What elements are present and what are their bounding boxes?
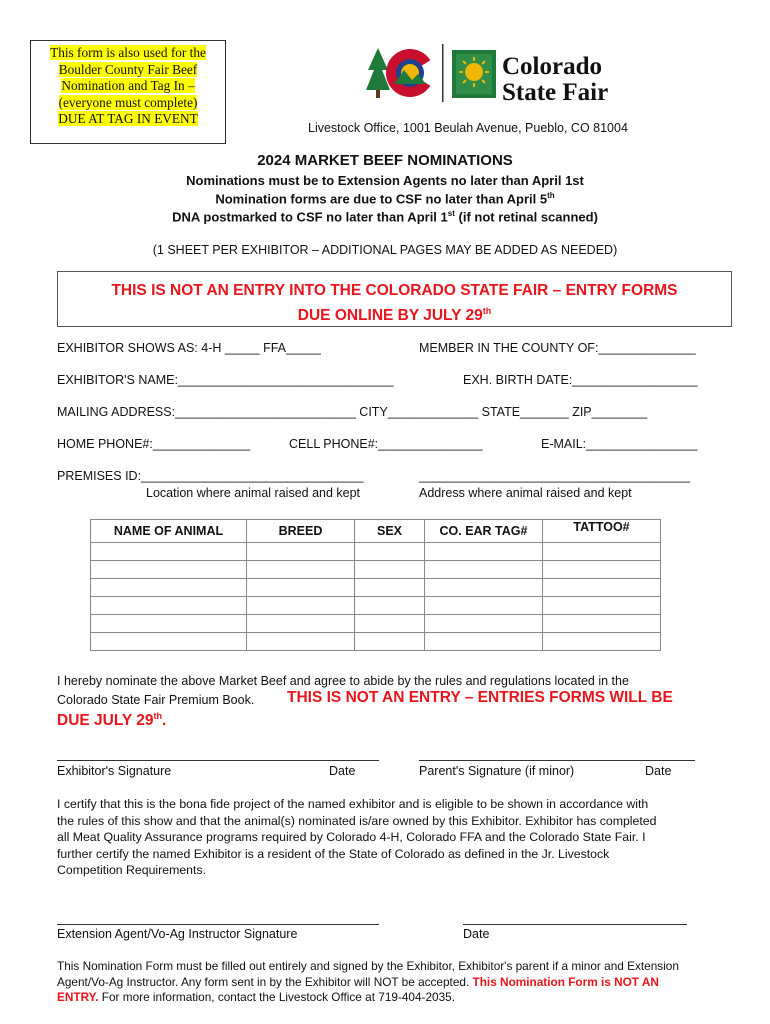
table-cell[interactable] [247, 633, 355, 651]
note-line: Nomination and Tag In – [61, 78, 195, 93]
table-cell[interactable] [247, 615, 355, 633]
table-cell[interactable] [543, 579, 661, 597]
note-line: Boulder County Fair Beef [58, 61, 198, 77]
form-title: 2024 MARKET BEEF NOMINATIONS [257, 152, 513, 169]
note-line: (everyone must complete) [58, 94, 198, 110]
deadline-dna: DNA postmarked to CSF no later than April 1st (if not retinal scanned) [172, 209, 598, 225]
agree-line2: Colorado State Fair Premium Book. [57, 693, 255, 707]
premises-id-field[interactable]: PREMISES ID:________________________________ [57, 469, 364, 483]
sheet-note: (1 SHEET PER EXHIBITOR – ADDITIONAL PAGES MAY BE ADDED AS NEEDED) [152, 243, 618, 257]
table-cell[interactable] [355, 615, 425, 633]
table-cell[interactable] [247, 543, 355, 561]
logo-line2: State Fair [502, 79, 609, 106]
table-cell[interactable] [91, 561, 247, 579]
shows-as-field[interactable]: EXHIBITOR SHOWS AS: 4-H _____ FFA_____ [57, 341, 321, 355]
date-label: Date [645, 764, 672, 778]
email-field[interactable]: E-MAIL:________________ [541, 437, 698, 451]
col-header: SEX [355, 520, 425, 543]
agent-signature-label: Extension Agent/Vo-Ag Instructor Signature [57, 927, 298, 941]
mailing-address-field[interactable]: MAILING ADDRESS:__________________________ CITY_____________ STATE_______ ZIP________ [57, 405, 648, 419]
exhibitor-signature-line[interactable] [57, 760, 379, 761]
home-phone-field[interactable]: HOME PHONE#:______________ [57, 437, 251, 451]
table-cell[interactable] [543, 597, 661, 615]
table-cell[interactable] [91, 543, 247, 561]
table-cell[interactable] [425, 615, 543, 633]
table-cell[interactable] [543, 615, 661, 633]
premises-address-field[interactable]: _______________________________________ [419, 469, 691, 483]
colorado-state-fair-logo [366, 40, 626, 110]
col-header: NAME OF ANIMAL [91, 520, 247, 543]
birth-date-field[interactable]: EXH. BIRTH DATE:__________________ [463, 373, 698, 387]
agree-warning-2: DUE JULY 29th. [57, 711, 167, 730]
not-entry-warning: THIS IS NOT AN ENTRY INTO THE COLORADO STATE FAIR – ENTRY FORMS DUE ONLINE BY JULY 29th [57, 271, 732, 327]
footer-note: This Nomination Form must be filled out entirely and signed by the Exhibitor, Exhibitor's parent if a minor and Extension Agent/Vo-Ag Instructor. Any form sent in by the Exhibitor will NOT be accepted. This Nomination Form is NOT AN ENTRY. For more information, contact the Livestock Office at 719-404-2035. [57, 959, 679, 1004]
date-label: Date [329, 764, 356, 778]
note-line: This form is also used for the [50, 45, 206, 60]
logo-line1: Colorado [502, 53, 602, 80]
exhibitor-signature-label: Exhibitor's Signature [57, 764, 172, 778]
table-cell[interactable] [355, 561, 425, 579]
cell-phone-field[interactable]: CELL PHONE#:_______________ [289, 437, 483, 451]
table-cell[interactable] [543, 561, 661, 579]
table-cell[interactable] [91, 597, 247, 615]
table-cell[interactable] [247, 561, 355, 579]
agree-warning-1: THIS IS NOT AN ENTRY – ENTRIES FORMS WILL BE [287, 689, 673, 706]
address-caption: Address where animal raised and kept [419, 486, 632, 500]
agent-date-line[interactable] [463, 924, 687, 925]
agent-signature-line[interactable] [57, 924, 379, 925]
table-cell[interactable] [425, 561, 543, 579]
table-row [91, 543, 661, 561]
col-header: TATTOO# [543, 520, 661, 543]
note-line: DUE AT TAG IN EVENT [58, 111, 198, 126]
table-row [91, 615, 661, 633]
table-cell[interactable] [425, 543, 543, 561]
table-row [91, 561, 661, 579]
col-header: CO. EAR TAG# [425, 520, 543, 543]
table-row [91, 597, 661, 615]
table-cell[interactable] [425, 597, 543, 615]
certification-text: I certify that this is the bona fide project of the named exhibitor and is eligible to be shown in accordance with the rules of this show and that the animal(s) nominated is/are owned by this Exhibitor. Exhibitor has completed all Meat Quality Assurance programs required by Colorado 4-H, Colorado FFA and the Colorado State Fair. I further certify the named Exhibitor is a resident of the State of Colorado as defined in the Jr. Livestock Competition Requirements. [57, 797, 657, 877]
table-cell[interactable] [247, 597, 355, 615]
table-row [91, 579, 661, 597]
table-cell[interactable] [425, 579, 543, 597]
table-cell[interactable] [543, 633, 661, 651]
date-label: Date [463, 927, 490, 941]
co-logo-icon [366, 40, 626, 110]
col-header: BREED [247, 520, 355, 543]
table-cell[interactable] [355, 597, 425, 615]
table-header-row [91, 520, 661, 543]
table-cell[interactable] [247, 579, 355, 597]
table-cell[interactable] [355, 579, 425, 597]
agree-line1: I hereby nominate the above Market Beef and agree to abide by the rules and regulations located in the [57, 674, 629, 688]
table-cell[interactable] [91, 579, 247, 597]
table-cell[interactable] [91, 633, 247, 651]
parent-signature-line[interactable] [419, 760, 695, 761]
parent-signature-label: Parent's Signature (if minor) [419, 764, 575, 778]
table-cell[interactable] [355, 633, 425, 651]
county-field[interactable]: MEMBER IN THE COUNTY OF:______________ [419, 341, 696, 355]
table-cell[interactable] [91, 615, 247, 633]
table-row [91, 633, 661, 651]
deadline-extension: Nominations must be to Extension Agents no later than April 1st [186, 173, 584, 188]
exhibitor-name-field[interactable]: EXHIBITOR'S NAME:_______________________________ [57, 373, 394, 387]
deadline-csf: Nomination forms are due to CSF no later than April 5th [215, 191, 555, 207]
tag-in-note [30, 40, 226, 144]
office-address: Livestock Office, 1001 Beulah Avenue, Pueblo, CO 81004 [308, 121, 628, 135]
table-cell[interactable] [355, 543, 425, 561]
table-cell[interactable] [425, 633, 543, 651]
table-cell[interactable] [543, 543, 661, 561]
animal-table [90, 519, 661, 651]
location-caption: Location where animal raised and kept [146, 486, 361, 500]
